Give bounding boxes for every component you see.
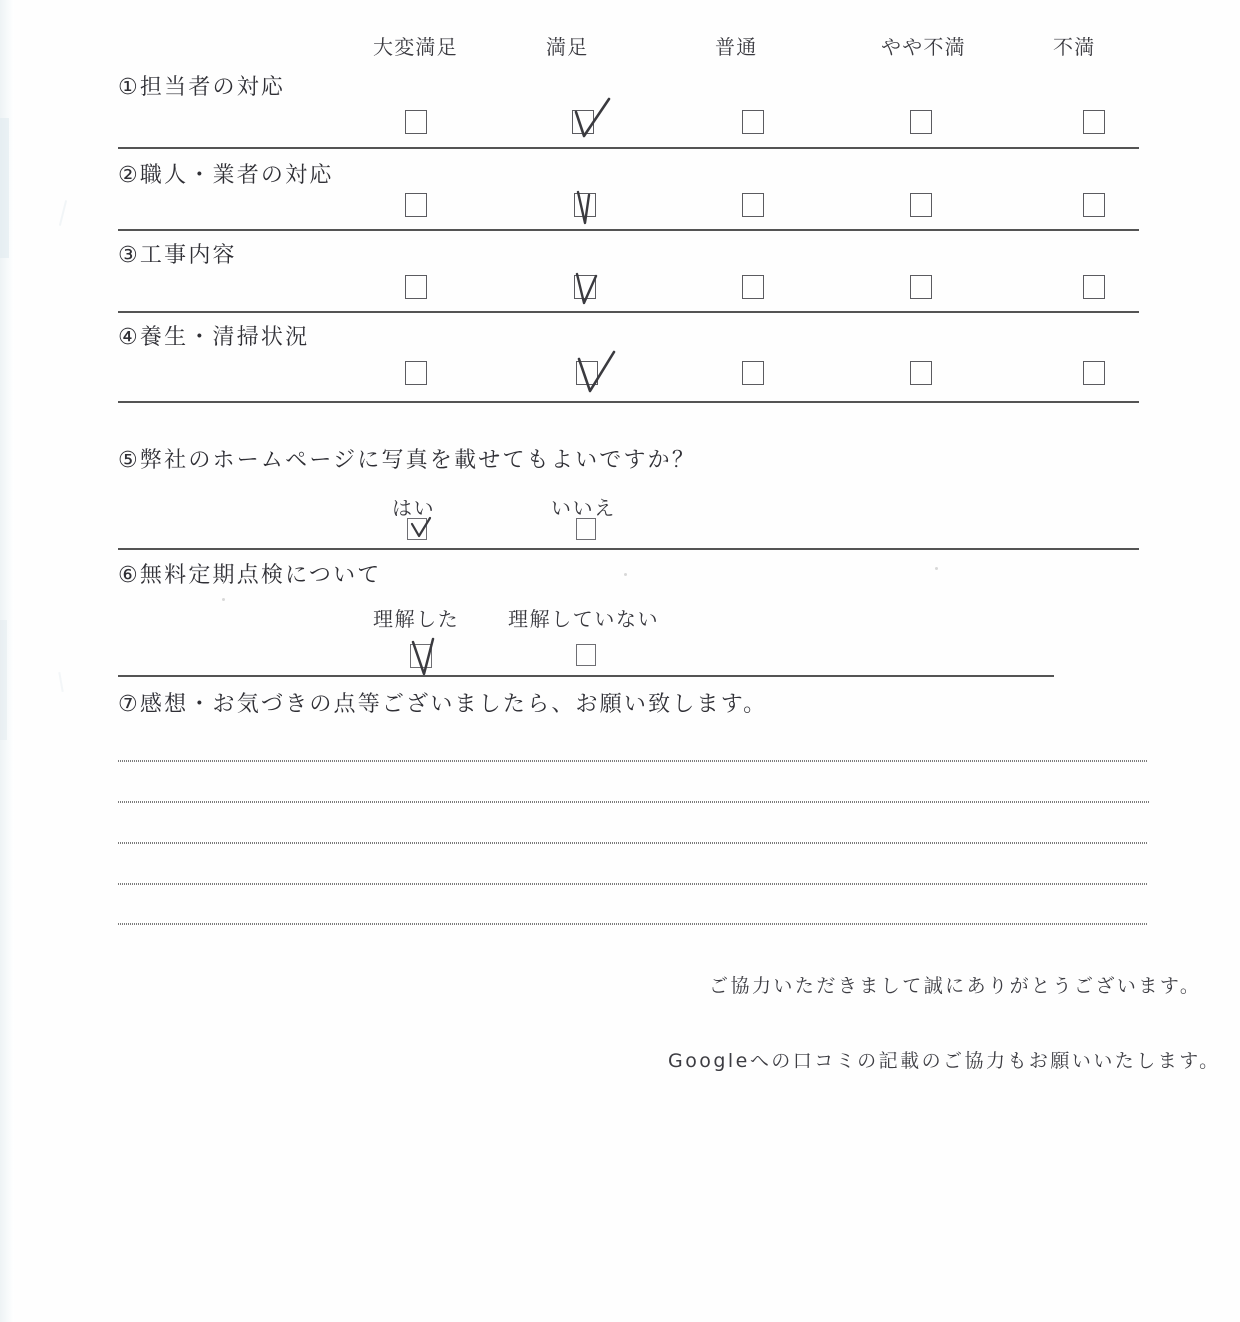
scan-streak-artifact (59, 200, 67, 226)
q1-checkbox-satisfied[interactable] (572, 110, 594, 134)
q4-checkbox-neutral[interactable] (742, 361, 764, 385)
comment-line[interactable] (118, 923, 1148, 925)
q4-checkbox-somewhat-dissatisfied[interactable] (910, 361, 932, 385)
q3-checkbox-very-satisfied[interactable] (405, 275, 427, 299)
q6-option-label-understood: 理解した (373, 607, 460, 631)
scan-streak-artifact (58, 672, 63, 692)
q1-checkbox-somewhat-dissatisfied[interactable] (910, 110, 932, 134)
q1-checkbox-very-satisfied[interactable] (405, 110, 427, 134)
q6-checkbox-understood[interactable] (410, 644, 432, 668)
row-separator-1 (118, 147, 1139, 149)
comment-line[interactable] (118, 842, 1148, 844)
question-4-label: ④養生・清掃状況 (118, 325, 310, 350)
question-7-label: ⑦感想・お気づきの点等ございましたら、お願い致します。 (118, 692, 768, 717)
question-2-label: ②職人・業者の対応 (118, 163, 334, 188)
q5-checkbox-no[interactable] (576, 518, 596, 540)
footer-google-review-message: Googleへの口コミの記載のご協力もお願いいたします。 (668, 1050, 1221, 1072)
comment-line[interactable] (118, 760, 1148, 762)
comment-line[interactable] (118, 883, 1148, 885)
column-header-very-satisfied: 大変満足 (373, 35, 458, 59)
row-separator-3 (118, 311, 1139, 313)
q2-checkbox-somewhat-dissatisfied[interactable] (910, 193, 932, 217)
scan-speck-artifact (624, 573, 627, 576)
row-separator-2 (118, 229, 1139, 231)
question-6-label: ⑥無料定期点検について (118, 563, 382, 588)
q5-option-label-no: いいえ (551, 496, 616, 520)
question-1-label: ①担当者の対応 (118, 75, 286, 100)
q1-checkbox-neutral[interactable] (742, 110, 764, 134)
footer-thanks-message: ご協力いただきまして誠にありがとうございます。 (709, 975, 1202, 997)
q4-checkbox-satisfied[interactable] (576, 361, 598, 385)
q6-q7-separator (118, 675, 1054, 677)
q2-checkbox-dissatisfied[interactable] (1083, 193, 1105, 217)
q6-option-label-not-understood: 理解していない (508, 607, 660, 631)
q2-checkbox-satisfied[interactable] (574, 193, 596, 217)
comment-line[interactable] (118, 801, 1150, 803)
q2-checkbox-very-satisfied[interactable] (405, 193, 427, 217)
scan-streak-artifact (0, 118, 9, 258)
q4-checkbox-dissatisfied[interactable] (1083, 361, 1105, 385)
q6-checkbox-not-understood[interactable] (576, 644, 596, 666)
q1-checkbox-dissatisfied[interactable] (1083, 110, 1105, 134)
q4-checkbox-very-satisfied[interactable] (405, 361, 427, 385)
q5-option-label-yes: はい (392, 496, 436, 520)
q3-checkbox-somewhat-dissatisfied[interactable] (910, 275, 932, 299)
column-header-somewhat-dissatisfied: やや不満 (881, 35, 966, 59)
q3-checkbox-dissatisfied[interactable] (1083, 275, 1105, 299)
row-separator-4 (118, 401, 1139, 403)
q2-checkbox-neutral[interactable] (742, 193, 764, 217)
question-3-label: ③工事内容 (118, 243, 237, 268)
scan-speck-artifact (935, 567, 938, 570)
scan-speck-artifact (222, 598, 225, 601)
q3-checkbox-neutral[interactable] (742, 275, 764, 299)
column-header-satisfied: 満足 (546, 35, 589, 59)
column-header-neutral: 普通 (715, 35, 758, 59)
q5-checkbox-yes[interactable] (407, 518, 427, 540)
q5-q6-separator (118, 548, 1139, 550)
question-5-label: ⑤弊社のホームページに写真を載せてもよいですか？ (118, 448, 697, 473)
column-header-dissatisfied: 不満 (1053, 35, 1096, 59)
scan-streak-artifact (0, 620, 7, 740)
q3-checkbox-satisfied[interactable] (574, 275, 596, 299)
